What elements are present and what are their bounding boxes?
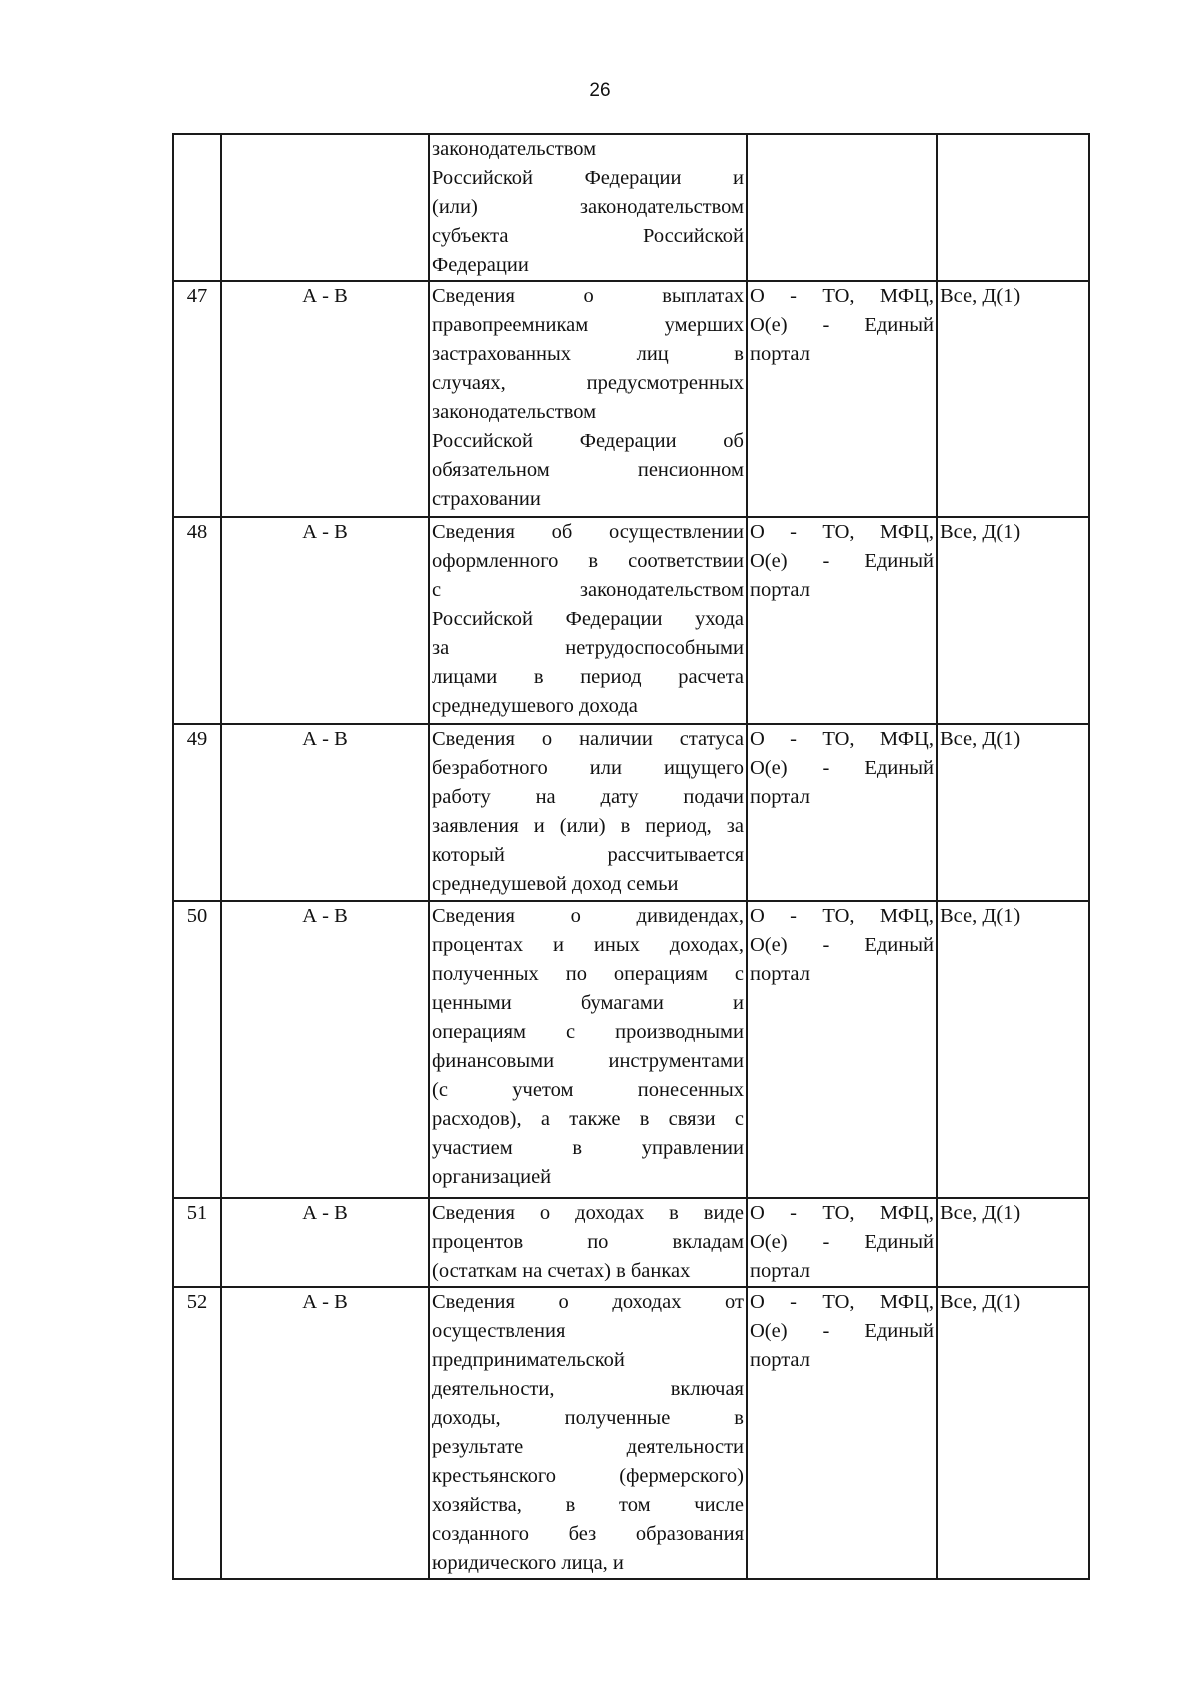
description-line: (остаткам на счетах) в банках — [432, 1260, 691, 1282]
description-line: участием в управлении — [432, 1137, 744, 1159]
description-line: хозяйства, в том числе — [432, 1494, 744, 1516]
description-line: законодательством — [432, 401, 597, 423]
description-line: который рассчитывается — [432, 844, 744, 866]
source-line: О(е) - Единый — [750, 934, 934, 956]
table-row — [173, 901, 1089, 1198]
source-line: О(е) - Единый — [750, 1231, 934, 1253]
table-row — [173, 281, 1089, 517]
row-number: 48 — [173, 517, 221, 724]
description-line: процентах и иных доходах, — [432, 934, 744, 956]
description-line: результате деятельности — [432, 1436, 744, 1458]
source-line: О(е) - Единый — [750, 550, 934, 572]
row-applicants: Все, Д(1) — [937, 1198, 1089, 1287]
source-line: О - ТО, МФЦ, — [750, 521, 934, 543]
description-line: законодательством — [432, 138, 597, 160]
description-line: финансовыми инструментами — [432, 1050, 744, 1072]
row-category: А - В — [221, 517, 429, 724]
row-number — [173, 134, 221, 281]
table-row — [173, 1198, 1089, 1287]
description-line: среднедушевой доход семьи — [432, 873, 679, 895]
row-source — [747, 281, 937, 517]
page-number: 26 — [589, 80, 611, 101]
row-description — [429, 724, 747, 901]
source-line: О - ТО, МФЦ, — [750, 1202, 934, 1224]
description-line: ценными бумагами и — [432, 992, 744, 1014]
row-description — [429, 517, 747, 724]
description-line: Сведения о дивидендах, — [432, 905, 744, 927]
description-line: полученных по операциям с — [432, 963, 744, 985]
description-line: субъекта Российской — [432, 225, 744, 247]
description-line: безработного или ищущего — [432, 757, 744, 779]
description-line: заявления и (или) в период, за — [432, 815, 744, 837]
description-line: Сведения о выплатах — [432, 285, 744, 307]
description-line: юридического лица, и — [432, 1552, 624, 1574]
source-line: портал — [750, 786, 810, 808]
row-applicants: Все, Д(1) — [937, 281, 1089, 517]
description-line: Российской Федерации ухода — [432, 608, 744, 630]
description-line: работу на дату подачи — [432, 786, 744, 808]
source-line: портал — [750, 963, 810, 985]
row-description — [429, 901, 747, 1198]
source-line: портал — [750, 343, 810, 365]
description-line: лицами в период расчета — [432, 666, 744, 688]
description-line: предпринимательской — [432, 1349, 625, 1371]
table-row — [173, 134, 1089, 281]
row-source — [747, 134, 937, 281]
row-number: 51 — [173, 1198, 221, 1287]
source-line: портал — [750, 1349, 810, 1371]
row-number: 52 — [173, 1287, 221, 1579]
source-line: О - ТО, МФЦ, — [750, 1291, 934, 1313]
description-line: за нетрудоспособными — [432, 637, 744, 659]
description-line: страховании — [432, 488, 541, 510]
description-line: с законодательством — [432, 579, 744, 601]
description-line: случаях, предусмотренных — [432, 372, 744, 394]
description-line: обязательном пенсионном — [432, 459, 744, 481]
services-table — [172, 133, 1090, 1580]
description-line: застрахованных лиц в — [432, 343, 744, 365]
source-line: О(е) - Единый — [750, 314, 934, 336]
description-line: деятельности, включая — [432, 1378, 744, 1400]
row-applicants — [937, 134, 1089, 281]
row-description — [429, 134, 747, 281]
row-source — [747, 724, 937, 901]
description-line: (с учетом понесенных — [432, 1079, 744, 1101]
row-applicants: Все, Д(1) — [937, 724, 1089, 901]
description-line: Сведения о доходах от — [432, 1291, 744, 1313]
description-line: Федерации — [432, 254, 529, 276]
row-applicants: Все, Д(1) — [937, 1287, 1089, 1579]
table-body — [173, 134, 1089, 1579]
source-line: О - ТО, МФЦ, — [750, 728, 934, 750]
description-line: организацией — [432, 1166, 552, 1188]
description-line: оформленного в соответствии — [432, 550, 744, 572]
row-category: А - В — [221, 1287, 429, 1579]
description-line: операциям с производными — [432, 1021, 744, 1043]
row-applicants: Все, Д(1) — [937, 901, 1089, 1198]
row-source — [747, 901, 937, 1198]
row-number: 50 — [173, 901, 221, 1198]
description-line: Сведения о наличии статуса — [432, 728, 744, 750]
description-line: Сведения о доходах в виде — [432, 1202, 744, 1224]
description-line: (или) законодательством — [432, 196, 744, 218]
source-line: О(е) - Единый — [750, 1320, 934, 1342]
source-line: О - ТО, МФЦ, — [750, 285, 934, 307]
row-category: А - В — [221, 281, 429, 517]
row-source — [747, 1287, 937, 1579]
description-line: среднедушевого дохода — [432, 695, 638, 717]
row-number: 47 — [173, 281, 221, 517]
table-row — [173, 1287, 1089, 1579]
table-row — [173, 724, 1089, 901]
source-line: О - ТО, МФЦ, — [750, 905, 934, 927]
description-line: правопреемникам умерших — [432, 314, 744, 336]
description-line: Сведения об осуществлении — [432, 521, 744, 543]
source-line: портал — [750, 1260, 810, 1282]
row-description — [429, 1198, 747, 1287]
description-line: процентов по вкладам — [432, 1231, 744, 1253]
row-category — [221, 134, 429, 281]
description-line: осуществления — [432, 1320, 566, 1342]
row-category: А - В — [221, 1198, 429, 1287]
row-applicants: Все, Д(1) — [937, 517, 1089, 724]
description-line: расходов), а также в связи с — [432, 1108, 744, 1130]
description-line: созданного без образования — [432, 1523, 744, 1545]
table-row — [173, 517, 1089, 724]
description-line: доходы, полученные в — [432, 1407, 744, 1429]
row-category: А - В — [221, 901, 429, 1198]
row-description — [429, 1287, 747, 1579]
description-line: Российской Федерации об — [432, 430, 744, 452]
source-line: О(е) - Единый — [750, 757, 934, 779]
description-line: крестьянского (фермерского) — [432, 1465, 744, 1487]
description-line: Российской Федерации и — [432, 167, 744, 189]
row-source — [747, 517, 937, 724]
row-source — [747, 1198, 937, 1287]
source-line: портал — [750, 579, 810, 601]
row-description — [429, 281, 747, 517]
row-number: 49 — [173, 724, 221, 901]
row-category: А - В — [221, 724, 429, 901]
